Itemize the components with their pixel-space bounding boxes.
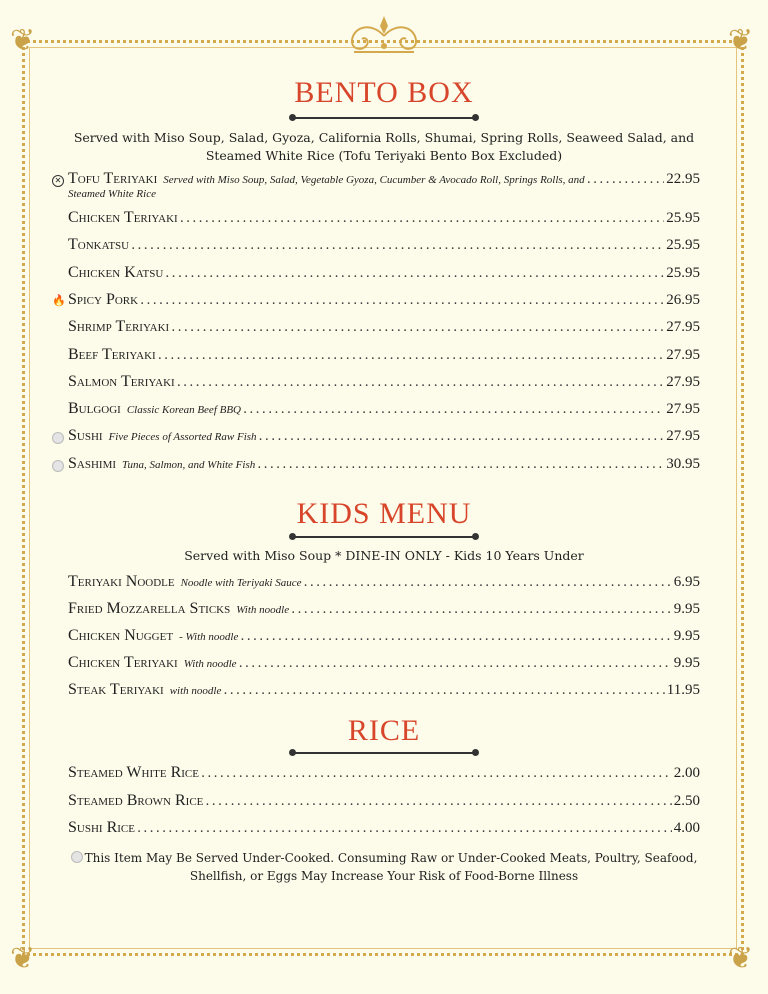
menu-item-tonkatsu [68,236,700,256]
item-name: Chicken Teriyaki [68,654,178,671]
corner-ornament-bottom-right: ❦ [728,941,754,976]
item-name: Fried Mozzarella Sticks [68,600,231,617]
flame-icon: 🔥 [52,293,66,307]
item-name: Sushi [68,427,103,445]
item-price: 22.95 [666,171,700,187]
leader-dots [240,629,671,644]
leader-dots [177,375,665,390]
leader-dots [165,266,664,281]
item-price: 27.95 [666,373,700,390]
item-name: Steak Teriyaki [68,681,164,698]
item-name: Salmon Teriyaki [68,372,175,390]
item-price: 25.95 [666,237,700,254]
menu-item-bulgogi [68,400,700,420]
leader-dots [303,575,671,590]
item-description: Served with Miso Soup, Salad, Vegetable Gyoza, Cucumber & Avocado Roll, Springs Rolls, and [163,174,585,186]
kids-intro: Served with Miso Soup * DINE-IN ONLY - Kids 10 Years Under [184,548,584,563]
item-description-continued: Steamed White Rice [68,188,156,200]
item-price: 27.95 [666,428,700,445]
item-price: 4.00 [673,820,700,836]
item-price: 27.95 [666,401,700,418]
kids-section-title: KIDS MENU [296,497,472,530]
item-description: Tuna, Salmon, and White Fish [122,458,256,471]
leader-dots [223,683,664,698]
item-name: Sashimi [68,454,117,472]
leader-dots [257,457,664,472]
item-name: Spicy Pork [68,290,139,308]
menu-item-shrimp-teriyaki [68,318,700,338]
rice-title-divider [289,748,479,757]
corner-ornament-top-left: ❦ [10,23,36,58]
item-price: 9.95 [673,628,700,644]
item-description: With noodle [236,604,290,616]
item-price: 25.95 [666,264,700,281]
crest-ornament-icon [334,12,434,62]
item-description: With noodle [183,658,237,670]
menu-item-chicken-nugget [68,627,700,647]
menu-item-sushi-rice [68,819,700,839]
bento-intro: Served with Miso Soup, Salad, Gyoza, California Rolls, Shumai, Spring Rolls, Seaweed Salad, and Steamed White Rice (Tofu Teriyaki Bento Box Excluded) [73,130,695,163]
menu-item-chicken-teriyaki [68,209,700,229]
menu-item-chicken-katsu [68,264,700,284]
menu-item-sashimi [68,455,700,475]
item-name: Steamed Brown Rice [68,791,204,809]
item-description: Noodle with Teriyaki Sauce [180,577,302,589]
item-description: with noodle [169,685,222,697]
item-description: Five Pieces of Assorted Raw Fish [108,431,257,444]
leader-dots [171,320,664,335]
leader-dots [205,794,671,809]
menu-item-steamed-brown-rice [68,792,700,812]
item-price: 27.95 [666,346,700,363]
item-name: Tonkatsu [68,236,130,254]
leader-dots [180,211,665,226]
leader-dots [243,402,664,417]
item-name: Chicken Nugget [68,627,174,644]
warning-text: This Item May Be Served Under-Cooked. Consuming Raw or Under-Cooked Meats, Poultry, Seafood, Shellfish, or Eggs May Increase Your Risk of Food-Borne Illness [84,851,698,883]
item-description: Classic Korean Beef BBQ [126,404,242,417]
menu-item-spicy-pork [68,291,700,311]
menu-item-sushi [68,427,700,447]
item-price: 2.00 [673,765,700,781]
menu-item-fried-mozzarella-sticks [68,600,700,620]
item-name: Bulgogi [68,400,121,418]
leader-dots [140,293,664,308]
item-name: Tofu Teriyaki [68,170,158,187]
bento-section-title: BENTO BOX [294,76,474,109]
menu-item-chicken-teriyaki [68,654,700,674]
corner-ornament-top-right: ❦ [728,23,754,58]
leader-dots [239,656,672,671]
kids-title-divider [289,532,479,541]
item-description: - With noodle [179,631,239,643]
item-name: Steamed White Rice [68,764,199,781]
item-name: Sushi Rice [68,819,135,836]
vegetarian-icon: ✕ [52,175,64,187]
item-price: 2.50 [673,792,700,809]
leader-dots [131,238,664,253]
item-price: 11.95 [666,682,700,698]
item-price: 9.95 [673,655,700,671]
item-name: Shrimp Teriyaki [68,318,170,336]
item-price: 26.95 [666,291,700,308]
menu-item-teriyaki-noodle [68,573,700,593]
raw-warning-icon [52,460,64,472]
rice-section-title: RICE [347,714,421,747]
item-price: 30.95 [666,455,700,472]
item-price: 9.95 [673,601,700,617]
raw-warning-icon [71,851,83,863]
leader-dots [158,348,665,363]
menu-item-salmon-teriyaki [68,373,700,393]
item-price: 25.95 [666,210,700,226]
menu-item-steamed-white-rice [68,764,700,784]
corner-ornament-bottom-left: ❦ [10,941,36,976]
item-name: Chicken Katsu [68,263,164,281]
bento-title-divider [289,113,479,122]
leader-dots [291,602,672,617]
leader-dots [259,429,665,444]
item-name: Teriyaki Noodle [68,573,175,590]
item-price: 6.95 [673,574,700,590]
raw-food-warning [60,849,708,885]
leader-dots [201,766,672,781]
menu-item-steak-teriyaki [68,681,700,701]
leader-dots [137,821,672,836]
item-price: 27.95 [666,319,700,336]
menu-item-tofu-teriyaki [68,170,700,190]
item-name: Beef Teriyaki [68,345,156,363]
item-name: Chicken Teriyaki [68,209,178,226]
leader-dots [587,172,665,187]
menu-item-beef-teriyaki [68,346,700,366]
